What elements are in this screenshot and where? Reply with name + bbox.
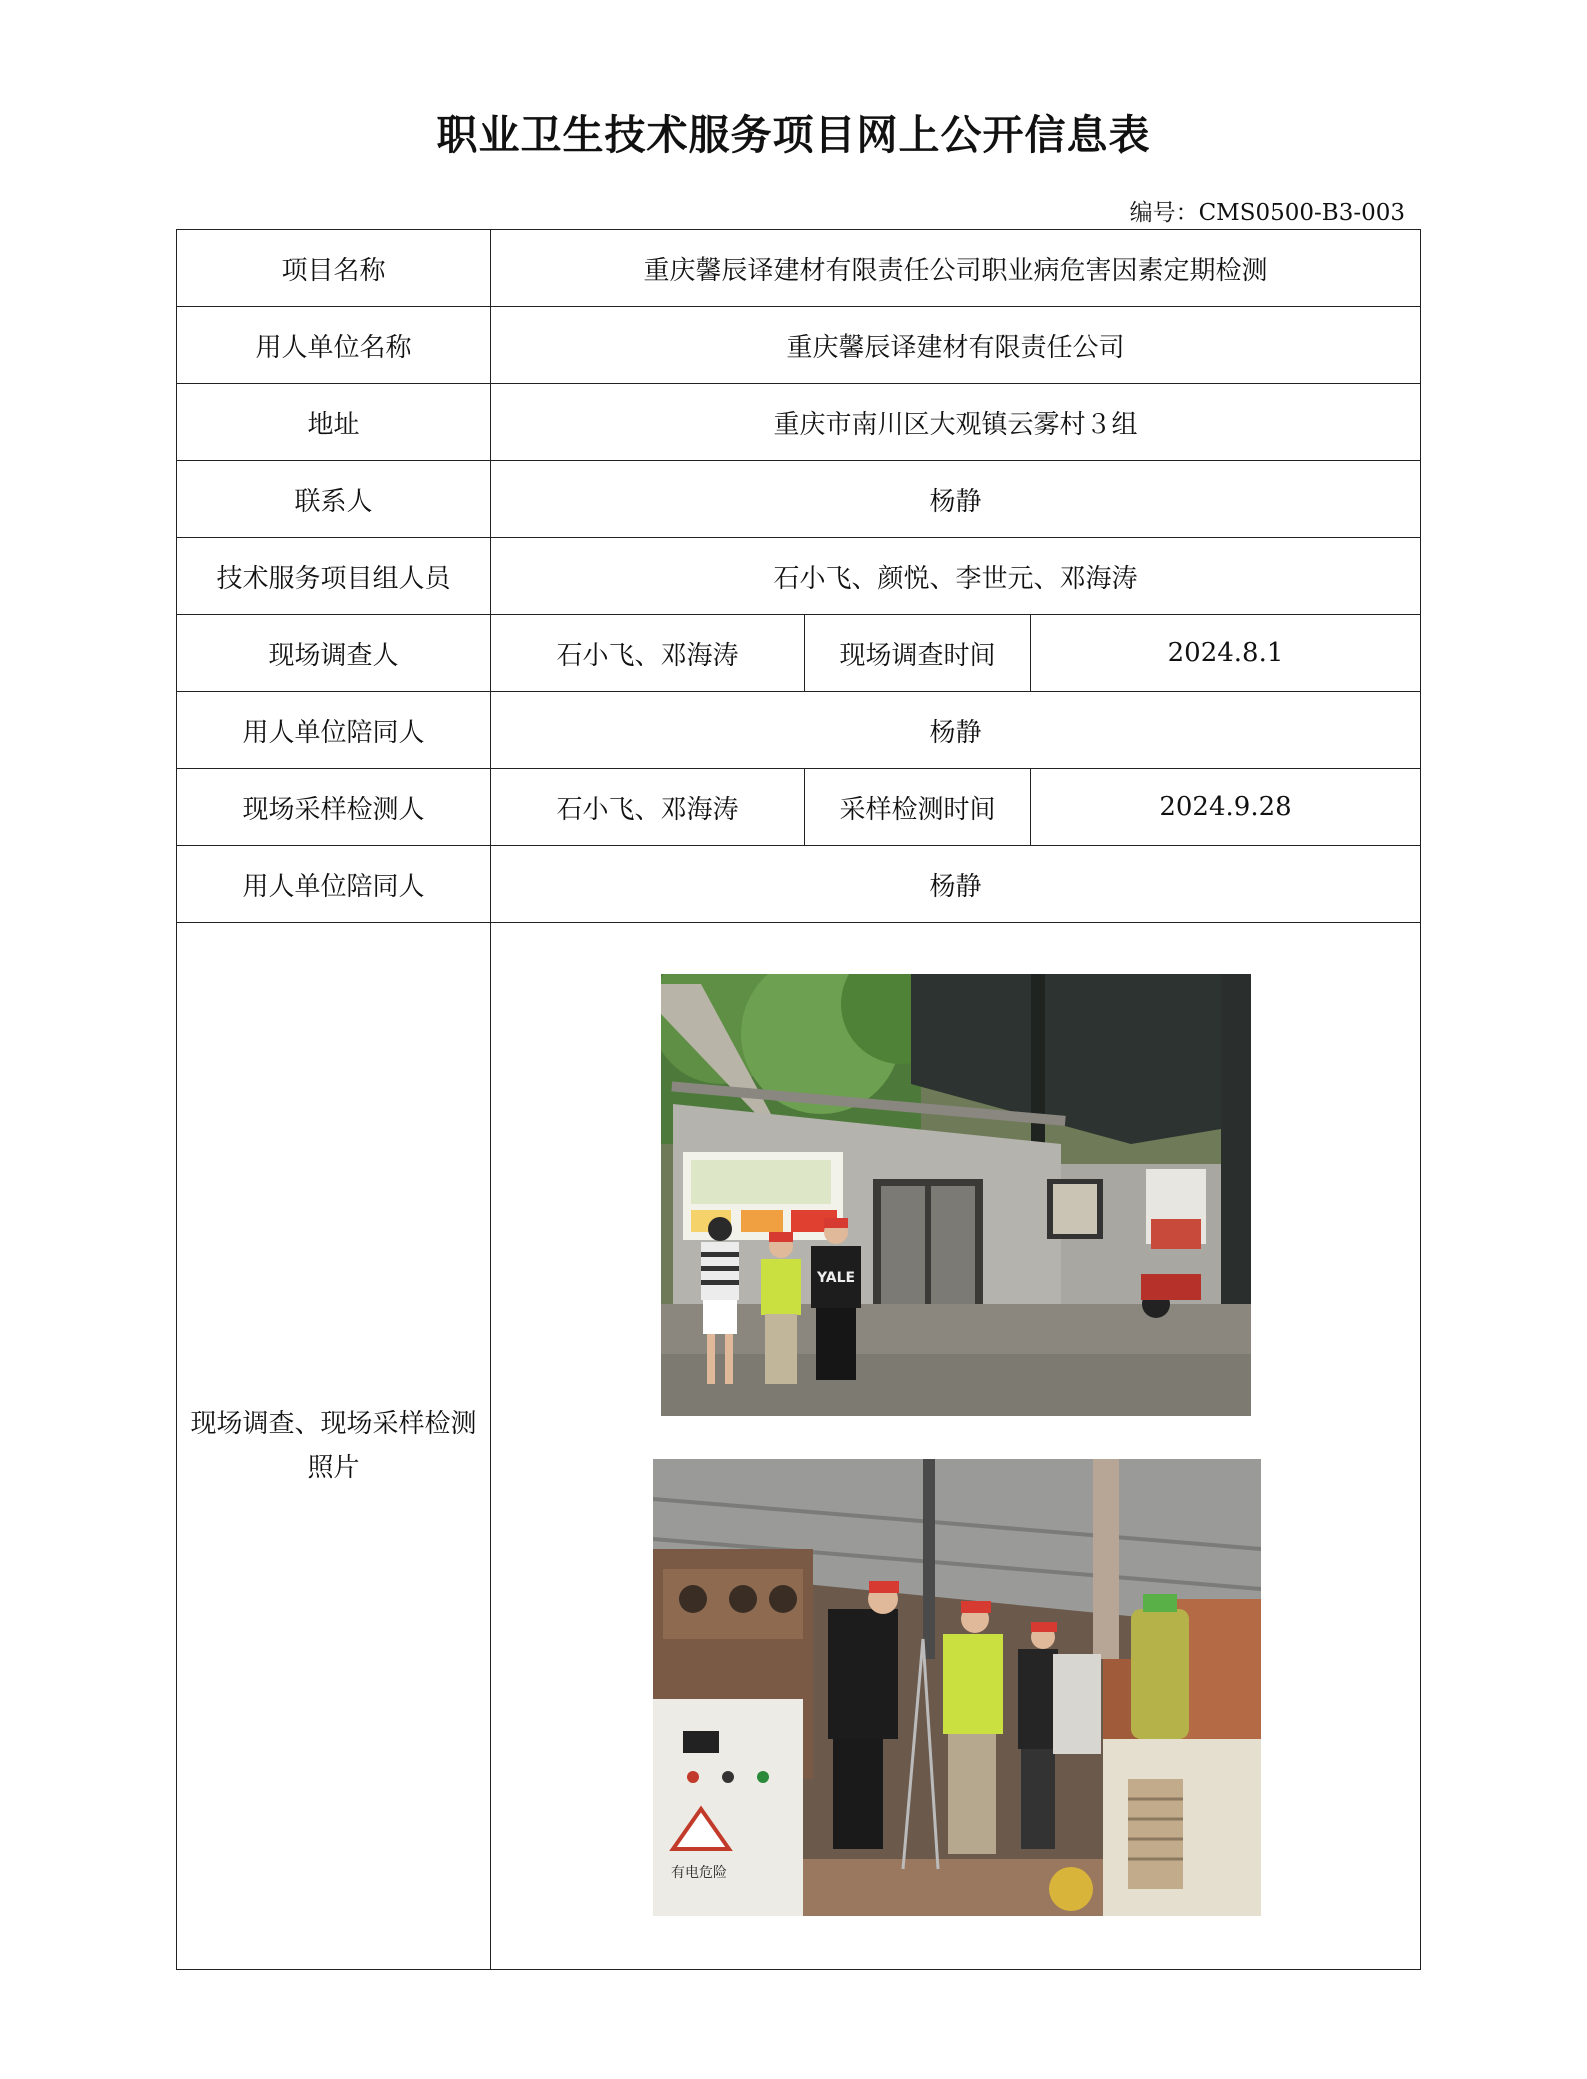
employer-name-label: 用人单位名称: [177, 307, 491, 384]
sampling-person-value: 石小飞、邓海涛: [491, 769, 805, 846]
employer-name-value: 重庆馨辰译建材有限责任公司: [491, 307, 1421, 384]
survey-person-label: 现场调查人: [177, 615, 491, 692]
sampling-time-label: 采样检测时间: [805, 769, 1031, 846]
contact-value: 杨静: [491, 461, 1421, 538]
table-row: [177, 769, 1421, 846]
danger-sign-text: 有电危险: [671, 1865, 727, 1881]
survey-time-label: 现场调查时间: [805, 615, 1031, 692]
sampling-person-label: 现场采样检测人: [177, 769, 491, 846]
document-number: 编号：CMS0500-B3-003: [1129, 200, 1405, 226]
address-label: 地址: [177, 384, 491, 461]
site-survey-photo: [661, 974, 1251, 1416]
table-row: [177, 846, 1421, 923]
document-title: 职业卫生技术服务项目网上公开信息表: [436, 111, 1151, 159]
sampling-escort-value: 杨静: [491, 846, 1421, 923]
team-members-value: 石小飞、颜悦、李世元、邓海涛: [491, 538, 1421, 615]
project-name-value: 重庆馨辰译建材有限责任公司职业病危害因素定期检测: [491, 230, 1421, 307]
sampling-time-value: 2024.9.28: [1031, 769, 1421, 846]
address-value: 重庆市南川区大观镇云雾村３组: [491, 384, 1421, 461]
survey-escort-label: 用人单位陪同人: [177, 692, 491, 769]
table-row: [177, 461, 1421, 538]
info-table: [176, 229, 1421, 1970]
table-row: [177, 615, 1421, 692]
photos-label: 现场调查、现场采样检测照片: [177, 923, 491, 1970]
photos-cell: [491, 923, 1421, 1970]
table-row: [177, 538, 1421, 615]
table-row: [177, 307, 1421, 384]
table-row: [177, 230, 1421, 307]
survey-time-value: 2024.8.1: [1031, 615, 1421, 692]
table-row: [177, 692, 1421, 769]
survey-escort-value: 杨静: [491, 692, 1421, 769]
sampling-photo: [653, 1459, 1261, 1916]
contact-label: 联系人: [177, 461, 491, 538]
yale-shirt-text: YALE: [817, 1270, 856, 1286]
sampling-escort-label: 用人单位陪同人: [177, 846, 491, 923]
table-row: [177, 923, 1421, 1970]
table-row: [177, 384, 1421, 461]
team-members-label: 技术服务项目组人员: [177, 538, 491, 615]
project-name-label: 项目名称: [177, 230, 491, 307]
survey-person-value: 石小飞、邓海涛: [491, 615, 805, 692]
